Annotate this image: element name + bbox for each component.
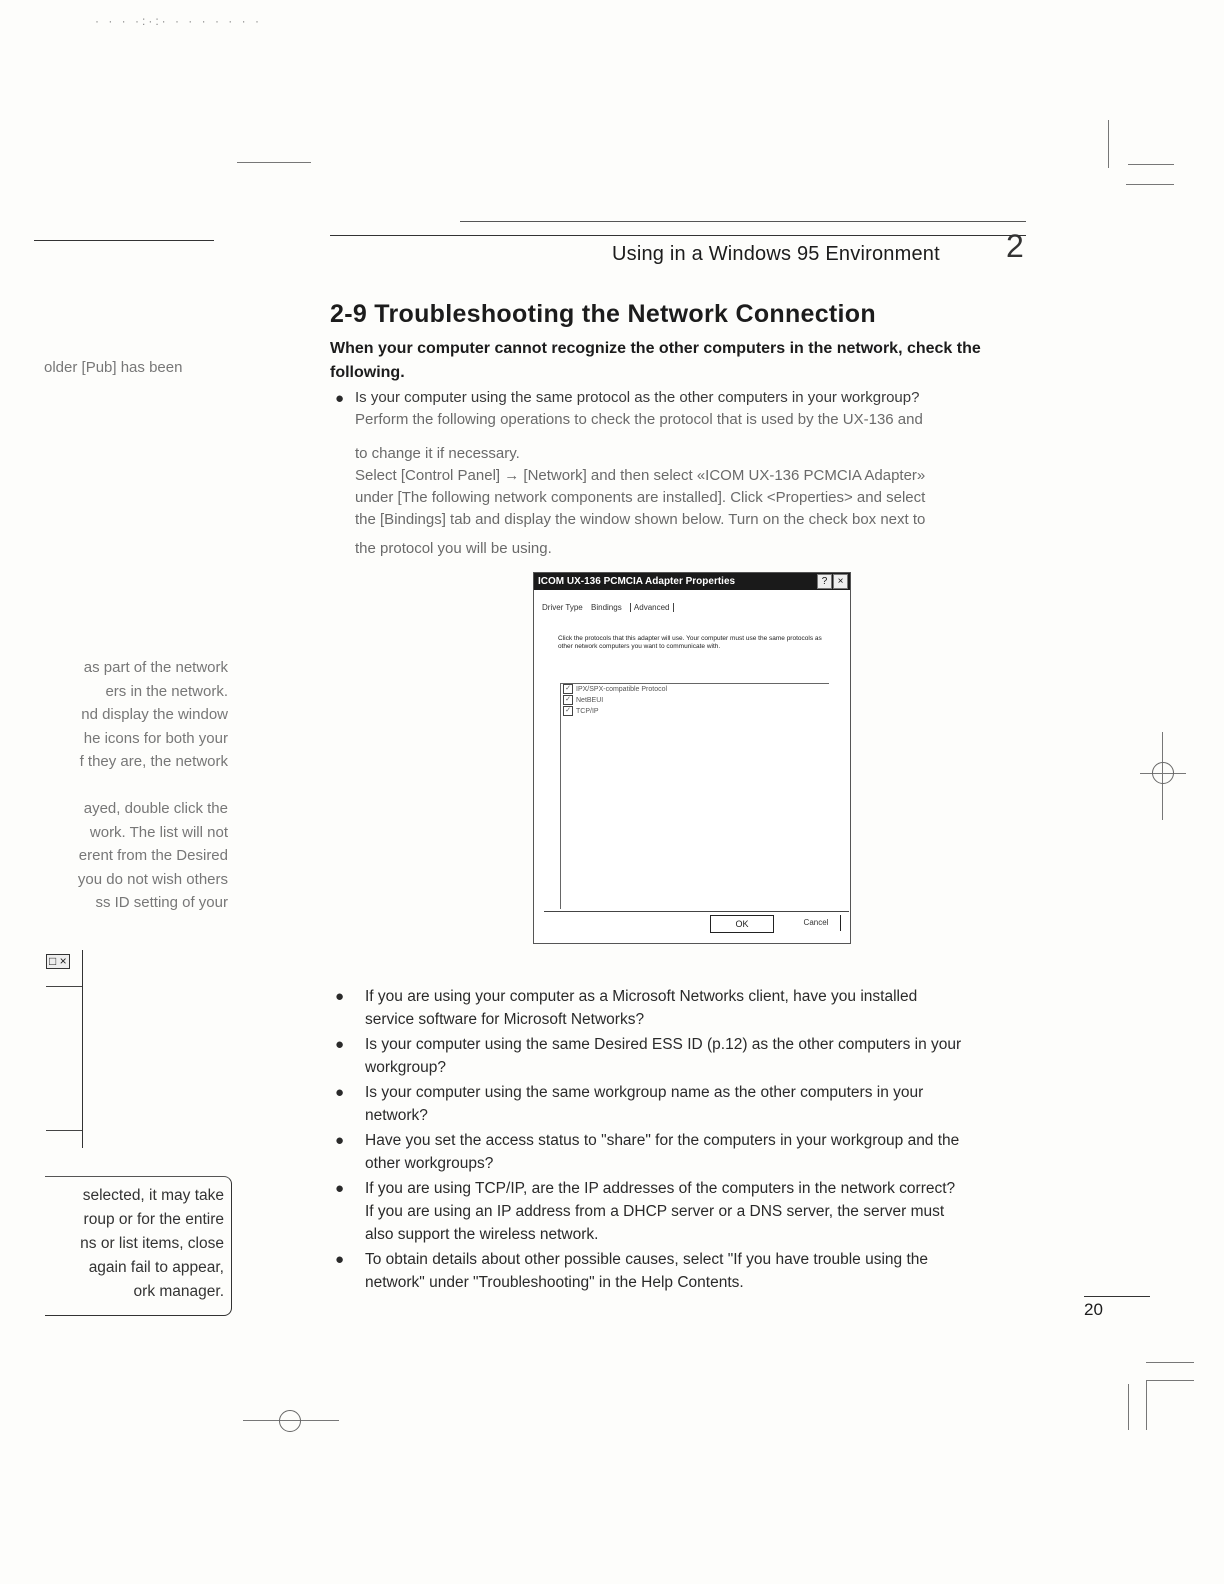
stray-header-text: · · · ·:·:· · · · · · · ·	[95, 14, 262, 28]
bullet-line: If you are using an IP address from a DHCP server or a DNS server, the server must	[365, 1203, 945, 1220]
window-buttons-icon: □ ×	[46, 954, 70, 969]
bullet-dot-icon: ●	[335, 1132, 345, 1149]
section-title: 2-9 Troubleshooting the Network Connection	[330, 300, 876, 328]
dialog-separator	[544, 911, 849, 912]
bullet-dot-icon: ●	[335, 1251, 345, 1268]
crop-mark	[1128, 164, 1174, 165]
margin-text-line: ayed, double click the	[83, 800, 228, 817]
checkbox-checked-icon[interactable]: ✓	[563, 684, 573, 694]
margin-note-line: again fail to appear,	[88, 1259, 224, 1276]
bullet-line: service software for Microsoft Networks?	[365, 1011, 645, 1028]
registration-circle	[279, 1410, 301, 1432]
protocol-label: NetBEUI	[576, 697, 604, 704]
bullet1-line: Perform the following operations to check the protocol that is used by the UX-136 and	[355, 411, 923, 428]
tab-advanced[interactable]: Advanced	[630, 603, 674, 612]
list-item[interactable]	[561, 684, 829, 695]
margin-text-line: you do not wish others	[77, 871, 228, 888]
intro-text: When your computer cannot recognize the other computers in the network, check the following.	[330, 340, 981, 381]
partial-window-stub	[46, 950, 83, 1148]
bullet-line: other workgroups?	[365, 1155, 494, 1172]
help-button[interactable]: ?	[817, 574, 832, 589]
crop-mark	[1126, 184, 1174, 185]
bullet1-line: the [Bindings] tab and display the window shown below. Turn on the check box next to	[355, 511, 926, 528]
bullet-dot-icon: ●	[335, 1084, 345, 1101]
bullet-dot-icon: ●	[335, 390, 345, 407]
bullet1-line: under [The following network components are installed]. Click <Properties> and select	[355, 489, 926, 506]
dialog-tabs	[542, 603, 680, 612]
tab-bindings[interactable]: Bindings	[591, 603, 622, 612]
bullet-line: network" under "Troubleshooting" in the Help Contents.	[365, 1274, 744, 1291]
crop-mark	[1128, 1384, 1129, 1430]
header-rule-top	[460, 221, 1026, 222]
chapter-number: 2	[1006, 228, 1024, 264]
margin-text-line: as part of the network	[83, 659, 228, 676]
adapter-properties-dialog	[533, 572, 851, 944]
bullet-dot-icon: ●	[335, 988, 345, 1005]
resize-grip-icon	[46, 1130, 82, 1131]
page-number-rule	[1084, 1296, 1150, 1297]
protocol-list	[560, 683, 829, 909]
bullet-line: Is your computer using the same workgroup name as the other computers in your	[365, 1084, 924, 1101]
margin-note-line: roup or for the entire	[83, 1211, 224, 1228]
protocol-label: TCP/IP	[576, 708, 599, 715]
bullet-line: network?	[365, 1107, 428, 1124]
crop-mark	[34, 240, 214, 241]
list-item[interactable]	[561, 695, 829, 706]
header-rule	[330, 235, 1026, 236]
bullet-line: workgroup?	[365, 1059, 446, 1076]
margin-note-line: ork manager.	[133, 1283, 224, 1300]
tab-driver-type[interactable]: Driver Type	[542, 603, 583, 612]
bullet-line: If you are using your computer as a Microsoft Networks client, have you installed	[365, 988, 918, 1005]
bullet1-line: the protocol you will be using.	[355, 540, 552, 557]
cancel-button[interactable]: Cancel	[792, 915, 841, 931]
list-item[interactable]	[561, 706, 829, 717]
crop-mark	[1146, 1380, 1147, 1430]
registration-circle	[1152, 762, 1174, 784]
margin-text-line: he icons for both your	[83, 730, 228, 747]
bullet1-line: Select [Control Panel] → [Network] and then select «ICOM UX-136 PCMCIA Adapter»	[355, 467, 926, 484]
margin-text-line: older [Pub] has been	[44, 359, 183, 376]
margin-note-line: ns or list items, close	[80, 1235, 224, 1252]
checkbox-checked-icon[interactable]: ✓	[563, 706, 573, 716]
bullet-line: To obtain details about other possible causes, select "If you have trouble using the	[365, 1251, 928, 1268]
page-number: 20	[1084, 1300, 1103, 1319]
bullet1-line: Is your computer using the same protocol as the other computers in your workgroup?	[355, 389, 920, 406]
dialog-title-bar: ICOM UX-136 PCMCIA Adapter Properties	[534, 573, 850, 590]
margin-text-line: erent from the Desired	[78, 847, 228, 864]
ok-button[interactable]: OK	[710, 915, 774, 933]
margin-text-line: work. The list will not	[89, 824, 228, 841]
bullet1-line: to change it if necessary.	[355, 445, 520, 462]
margin-text-line: ss ID setting of your	[95, 894, 228, 911]
bullet-dot-icon: ●	[335, 1036, 345, 1053]
protocol-label: IPX/SPX-compatible Protocol	[576, 686, 668, 693]
crop-mark	[1146, 1380, 1194, 1381]
bullet-dot-icon: ●	[335, 1180, 345, 1197]
checkbox-checked-icon[interactable]: ✓	[563, 695, 573, 705]
margin-text-line: ers in the network.	[105, 683, 228, 700]
bullet-line: Is your computer using the same Desired ESS ID (p.12) as the other computers in your	[365, 1036, 962, 1053]
crop-mark	[237, 162, 311, 163]
close-button[interactable]: ×	[833, 574, 848, 589]
dialog-instruction: Click the protocols that this adapter will use. Your computer must use the same protocols as other network computers you want to communicate with.	[558, 635, 822, 650]
margin-note-text	[52, 1184, 224, 1304]
margin-note-line: selected, it may take	[82, 1187, 224, 1204]
running-header: Using in a Windows 95 Environment	[612, 243, 940, 265]
crop-mark	[1146, 1362, 1194, 1363]
crop-mark	[1108, 120, 1109, 168]
bullet-line: Have you set the access status to "share" for the computers in your workgroup and the	[365, 1132, 960, 1149]
margin-text-line: nd display the window	[81, 706, 228, 723]
bullet-line: If you are using TCP/IP, are the IP addresses of the computers in the network correct?	[365, 1180, 956, 1197]
window-divider	[46, 986, 82, 987]
margin-text-line: f they are, the network	[79, 753, 228, 770]
bullet-line: also support the wireless network.	[365, 1226, 599, 1243]
